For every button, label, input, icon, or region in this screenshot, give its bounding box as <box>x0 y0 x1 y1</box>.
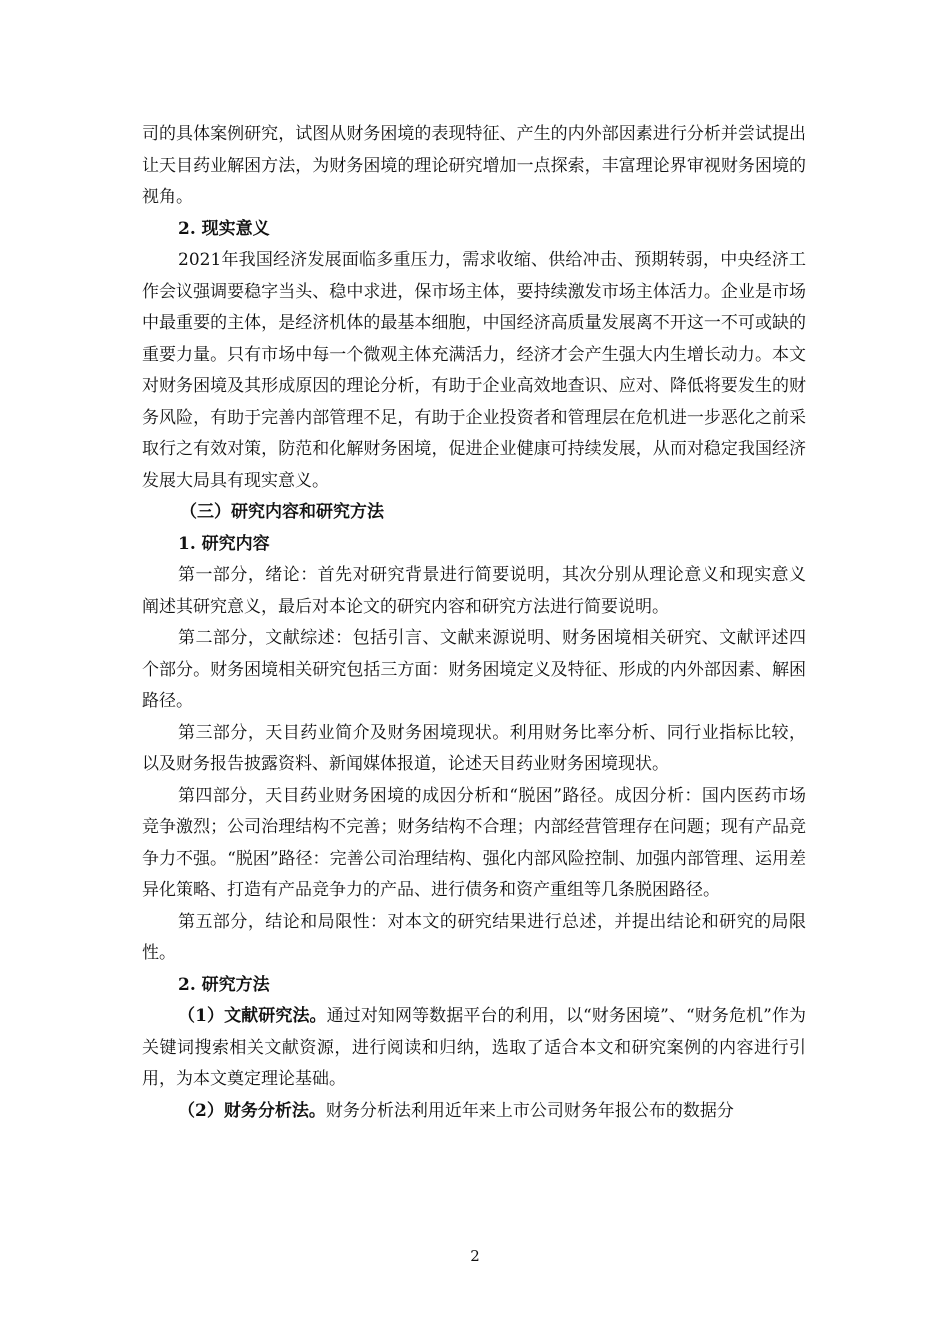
paragraph-theoretical-continuation: 司的具体案例研究，试图从财务困境的表现特征、产生的内外部因素进行分析并尝试提出让天目药业解困方法，为财务困境的理论研究增加一点探索，丰富理论界审视财务困境的视角。 <box>142 124 806 207</box>
paragraph-literature-method <box>142 1001 806 1096</box>
literature-method-label: （1）文献研究法。 <box>178 1006 327 1026</box>
heading-research-content-and-methods: （三）研究内容和研究方法 <box>180 502 384 522</box>
page-number: 2 <box>470 1247 480 1265</box>
heading-research-methods: 2. 研究方法 <box>178 974 270 995</box>
paragraph-part-four: 第四部分，天目药业财务困境的成因分析和“脱困”路径。成因分析：国内医药市场竞争激烈；公司治理结构不完善；财务结构不合理；内部经营管理存在问题；现有产品竞争力不强。“脱困”路径：完善公司治理结构、强化内部风险控制、加强内部管理、运用差异化策略、打造有产品竞争力的产品、进行债务和资产重组等几条脱困路径。 <box>142 785 806 900</box>
financial-analysis-method-label: （2）财务分析法。 <box>178 1100 326 1121</box>
heading-research-content: 1. 研究内容 <box>178 533 270 554</box>
paragraph-part-two: 第二部分，文献综述：包括引言、文献来源说明、财务困境相关研究、文献评述四个部分。财务困境相关研究包括三方面：财务困境定义及特征、形成的内外部因素、解困路径。 <box>142 628 806 711</box>
financial-analysis-method-text: 财务分析法利用近年来上市公司财务年报公布的数据分 <box>325 1100 734 1121</box>
body-text <box>142 119 806 1127</box>
paragraph-financial-analysis-method <box>142 1096 806 1128</box>
literature-method-text: 通过对知网等数据平台的利用，以“财务困境”、“财务危机”作为关键词搜索相关文献资源，进行阅读和归纳，选取了适合本文和研究案例的内容进行引用，为本文奠定理论基础。 <box>142 1006 806 1089</box>
paragraph-part-one: 第一部分，绪论：首先对研究背景进行简要说明，其次分别从理论意义和现实意义阐述其研究意义，最后对本论文的研究内容和研究方法进行简要说明。 <box>142 565 806 617</box>
paragraph-part-three: 第三部分，天目药业简介及财务困境现状。利用财务比率分析、同行业指标比较，以及财务报告披露资料、新闻媒体报道，论述天目药业财务困境现状。 <box>142 722 806 774</box>
paragraph-practical-significance: 2021年我国经济发展面临多重压力，需求收缩、供给冲击、预期转弱，中央经济工作会议强调要稳字当头、稳中求进，保市场主体，要持续激发市场主体活力。企业是市场中最重要的主体，是经济机体的最基本细胞，中国经济高质量发展离不开这一不可或缺的重要力量。只有市场中每一个微观主体充满活力，经济才会产生强大内生增长动力。本文对财务困境及其形成原因的理论分析，有助于企业高效地查识、应对、降低将要发生的财务风险，有助于完善内部管理不足，有助于企业投资者和管理层在危机进一步恶化之前采取行之有效对策，防范和化解财务困境，促进企业健康可持续发展，从而对稳定我国经济发展大局具有现实意义。 <box>142 250 806 491</box>
paragraph-part-five: 第五部分，结论和局限性：对本文的研究结果进行总述，并提出结论和研究的局限性。 <box>142 911 806 963</box>
heading-practical-significance: 2. 现实意义 <box>178 218 270 239</box>
